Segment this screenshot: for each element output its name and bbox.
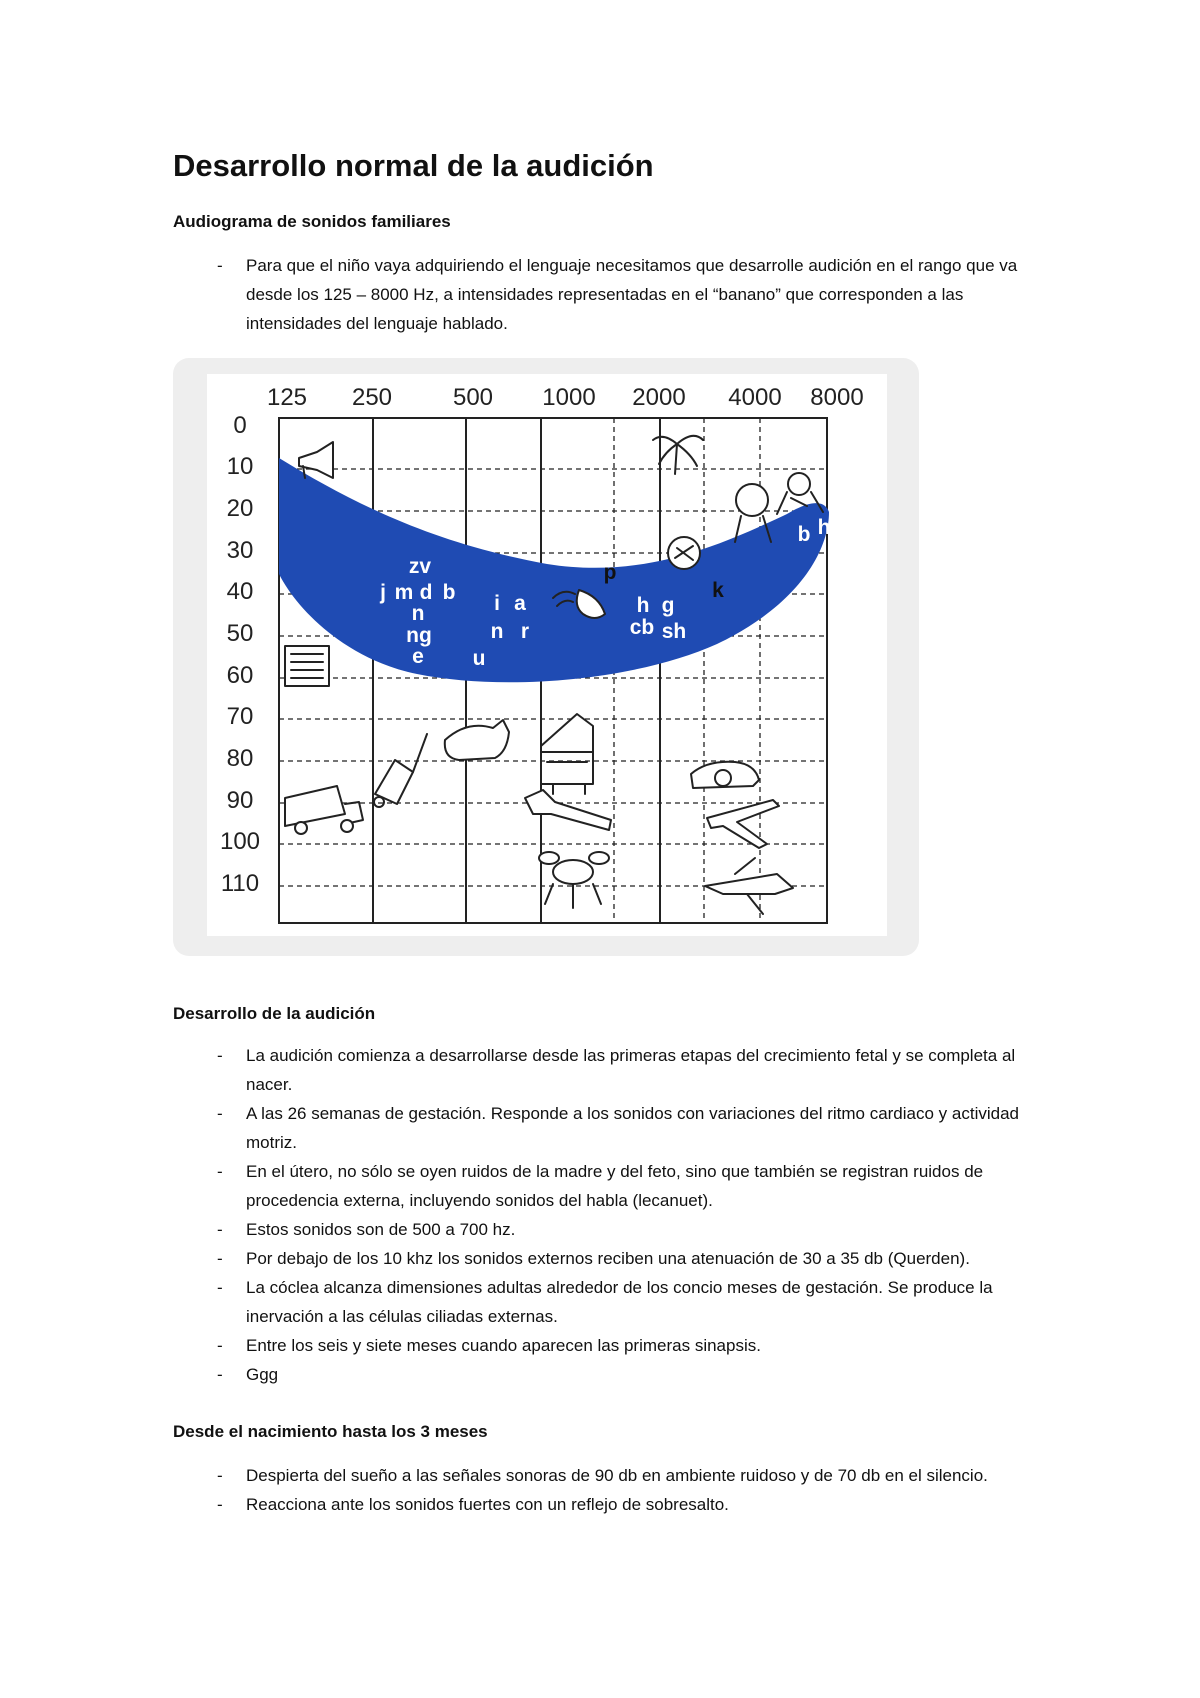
audiogram-svg xyxy=(207,374,887,936)
audiograma-list xyxy=(173,251,1033,338)
list-item: - Para que el niño vaya adquiriendo el lenguaje necesitamos que desarrolle audición en el rango que va desde los 125 – 8000 Hz, a intensidades representadas en el “banano” que corresponden a las intensidades del lenguaje hablado. xyxy=(173,251,1033,338)
phoneme-label: g xyxy=(661,594,675,617)
section-heading-nacimiento: Desde el nacimiento hasta los 3 meses xyxy=(173,1422,488,1441)
phoneme-label: i xyxy=(494,592,500,615)
phoneme-label: j xyxy=(380,581,386,604)
bullet-dash: - xyxy=(217,1278,223,1297)
telephone-icon xyxy=(691,762,759,788)
list-item: - A las 26 semanas de gestación. Responde a los sonidos con variaciones del ritmo cardiaco y actividad motriz. xyxy=(173,1099,1033,1157)
db-label: 0 xyxy=(233,412,247,439)
freq-label: 125 xyxy=(266,384,308,411)
bullet-dash: - xyxy=(217,1495,223,1514)
audiogram-figure xyxy=(173,358,919,956)
db-label: 10 xyxy=(226,453,254,480)
section-heading-desarrollo: Desarrollo de la audición xyxy=(173,1004,376,1023)
megaphone-icon xyxy=(299,442,333,478)
phoneme-label: b xyxy=(797,523,811,546)
freq-label: 500 xyxy=(452,384,494,411)
phoneme-label: zv xyxy=(408,555,432,578)
bullet-dash: - xyxy=(217,1365,223,1384)
freq-label: 4000 xyxy=(728,384,782,411)
lawnmower-icon xyxy=(374,734,427,807)
phoneme-label: n xyxy=(490,620,504,643)
freq-label: 1000 xyxy=(542,384,596,411)
phoneme-label: n xyxy=(411,602,425,625)
phoneme-label: u xyxy=(472,647,486,670)
bullet-dash: - xyxy=(217,1249,223,1268)
air-conditioner-icon xyxy=(285,646,329,686)
list-item: - En el útero, no sólo se oyen ruidos de la madre y del feto, sino que también se registran ruidos de procedencia externa, incluyendo sonidos del habla (lecanuet). xyxy=(173,1157,1033,1215)
phoneme-label: cb xyxy=(629,616,655,639)
phoneme-label: b xyxy=(442,581,456,604)
phoneme-label: d xyxy=(419,581,433,604)
dog-icon xyxy=(445,720,509,760)
db-label: 110 xyxy=(220,870,260,897)
db-label: 40 xyxy=(226,578,254,605)
section-heading-audiograma: Audiograma de sonidos familiares xyxy=(173,212,451,231)
list-item: - La cóclea alcanza dimensiones adultas alrededor de los concio meses de gestación. Se produce la inervación a las células ciliadas externas. xyxy=(173,1273,1033,1331)
list-item: - La audición comienza a desarrollarse desde las primeras etapas del crecimiento fetal y se completa al nacer. xyxy=(173,1041,1033,1099)
phoneme-label: a xyxy=(514,592,526,615)
phoneme-label: m xyxy=(394,581,414,604)
list-item: - Reacciona ante los sonidos fuertes con un reflejo de sobresalto. xyxy=(173,1490,1033,1519)
list-item: - Despierta del sueño a las señales sonoras de 90 db en ambiente ruidoso y de 70 db en el silencio. xyxy=(173,1461,1033,1490)
chainsaw-icon xyxy=(525,790,611,830)
page-title: Desarrollo normal de la audición xyxy=(173,148,654,183)
freq-label: 8000 xyxy=(810,384,864,411)
bullet-dash: - xyxy=(217,1220,223,1239)
list-item: - Entre los seis y siete meses cuando aparecen las primeras sinapsis. xyxy=(173,1331,1033,1360)
bullet-dash: - xyxy=(217,256,223,275)
freq-label: 250 xyxy=(351,384,393,411)
phoneme-label: sh xyxy=(661,620,687,643)
piano-icon xyxy=(541,714,593,794)
drums-icon xyxy=(539,852,609,908)
nacimiento-list xyxy=(173,1461,1033,1519)
list-item: - Por debajo de los 10 khz los sonidos externos reciben una atenuación de 30 a 35 db (Querden). xyxy=(173,1244,1033,1273)
db-label: 50 xyxy=(226,620,254,647)
list-item: - Ggg xyxy=(173,1360,1033,1389)
jet-icon xyxy=(705,858,793,914)
phoneme-label: ng xyxy=(406,624,432,647)
bullet-dash: - xyxy=(217,1046,223,1065)
db-label: 30 xyxy=(226,537,254,564)
truck-icon xyxy=(285,786,363,834)
clock-icon xyxy=(668,537,700,569)
phoneme-label: p xyxy=(603,561,617,584)
phoneme-label: h xyxy=(636,594,650,617)
db-label: 60 xyxy=(226,662,254,689)
audiogram-panel xyxy=(207,374,887,936)
db-label: 70 xyxy=(226,703,254,730)
db-label: 20 xyxy=(226,495,254,522)
bullet-dash: - xyxy=(217,1162,223,1181)
phoneme-label: r xyxy=(520,620,530,643)
db-label: 100 xyxy=(219,828,261,855)
db-label: 90 xyxy=(226,787,254,814)
airplane-icon xyxy=(707,800,779,848)
bullet-dash: - xyxy=(217,1466,223,1485)
phoneme-label: k xyxy=(712,579,724,602)
phoneme-label: e xyxy=(412,645,424,668)
bullet-dash: - xyxy=(217,1104,223,1123)
freq-label: 2000 xyxy=(632,384,686,411)
list-item: - Estos sonidos son de 500 a 700 hz. xyxy=(173,1215,1033,1244)
db-label: 80 xyxy=(226,745,254,772)
phoneme-label: h xyxy=(817,516,831,539)
desarrollo-list xyxy=(173,1041,1033,1389)
bullet-dash: - xyxy=(217,1336,223,1355)
